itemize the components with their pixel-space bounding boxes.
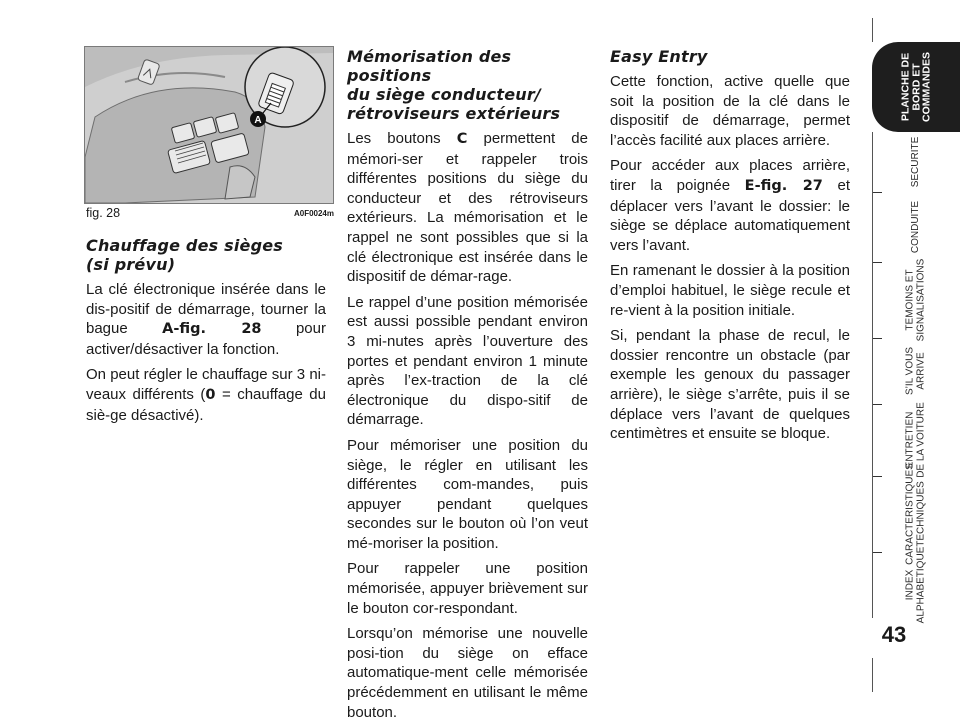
tab-temoins[interactable] bbox=[872, 258, 960, 342]
figure-code: A0F0024m bbox=[293, 209, 334, 218]
tab-index[interactable] bbox=[872, 546, 960, 624]
button-reference: C bbox=[456, 131, 468, 147]
text: Pour accéder aux places arrière, tirer la poignée bbox=[610, 157, 850, 194]
section-heading-heated-seats bbox=[86, 236, 326, 274]
text: = chauffage du siè-ge désactivé). bbox=[86, 385, 326, 424]
tab-label: S’IL VOUS ARRIVE bbox=[904, 347, 926, 395]
paragraph: Si, pendant la phase de recul, le dossier rencontre un obstacle (par exemple les genoux du passager arrière), le siège s’arrête, puis il se déplace vers l’avant de quelques centimètres et ensuite se bloque. bbox=[610, 327, 850, 443]
tab-label: SECURITE bbox=[909, 136, 921, 188]
zero-setting: 0 bbox=[205, 386, 216, 403]
callout-a-label: A bbox=[254, 115, 262, 126]
section-heading-easy-entry: Easy Entry bbox=[610, 47, 708, 66]
figure-reference: E-fig. 27 bbox=[744, 177, 823, 194]
column-easy-entry bbox=[610, 47, 850, 450]
tab-sil-vous-arrive[interactable] bbox=[872, 338, 960, 404]
tab-caracteristiques[interactable] bbox=[872, 463, 960, 565]
text: La clé électronique insérée dans le dis-positif de démarrage, tourner la bague bbox=[86, 281, 326, 338]
seat-controls-illustration bbox=[85, 47, 333, 203]
chapter-tabs-sidebar bbox=[872, 18, 960, 692]
tab-label: CONDUITE bbox=[909, 200, 921, 254]
column-memory-positions bbox=[347, 47, 588, 728]
paragraph bbox=[86, 280, 326, 359]
figure-caption: fig. 28 bbox=[86, 206, 121, 220]
heading-line: Mémorisation des positions bbox=[347, 47, 512, 85]
heading-line: (si prévu) bbox=[86, 255, 176, 274]
heading-line: Chauffage des sièges bbox=[86, 236, 283, 255]
paragraph: Pour rappeler une position mémorisée, appuyer brièvement sur le bouton cor-respondant. bbox=[347, 560, 588, 617]
heading-line: rétroviseurs extérieurs bbox=[347, 104, 561, 123]
figure-caption-row bbox=[86, 206, 334, 222]
tab-label: INDEX ALPHABETIQUE bbox=[904, 546, 926, 624]
tab-label: CARACTERISTIQUES TECHNIQUES bbox=[904, 463, 926, 565]
text: et déplacer vers l’avant le dossier: le siège se déplace automatiquement vers l’avant. bbox=[610, 176, 850, 254]
paragraph bbox=[347, 129, 588, 287]
text: permettent de mémori-ser et rappeler trois différentes positions du siège du conducteur et des rétroviseurs extérieurs. La mémorisation et le rappel ne sont possibles que si la clé électronique est insérée dans le dispositif de démar-rage. bbox=[347, 130, 588, 286]
divider bbox=[872, 658, 873, 692]
paragraph: Pour mémoriser une position du siège, le régler en utilisant les différentes com-mandes, puis appuyer pendant quelques secondes sur le bouton où l’on veut mé-moriser la position. bbox=[347, 436, 588, 552]
text: Les boutons bbox=[347, 130, 457, 147]
paragraph: Cette fonction, active quelle que soit la position de la clé dans le dispositif de démarrage, permet l’accès facilité aux places arrière. bbox=[610, 73, 850, 149]
heading-line: du siège conducteur/ bbox=[347, 85, 541, 104]
tab-label: PLANCHE DE BORD ET COMMANDES bbox=[899, 52, 933, 122]
tab-label: ENTRETIEN DE LA VOITURE bbox=[904, 402, 926, 478]
paragraph: Le rappel d’une position mémorisée est aussi possible pendant environ 3 mi-nutes après l’ouverture des portes et pendant environ 1 minute après l’ex-traction de la clé électronique du dispo-sitif de démarrage. bbox=[347, 293, 588, 429]
text: On peut régler le chauffage sur 3 ni-veaux différents ( bbox=[86, 366, 326, 403]
paragraph: Lorsqu’on mémorise une nouvelle posi-tion du siège on efface automatique-ment celle mémorisée précédemment en utilisant le même bouton. bbox=[347, 625, 588, 721]
text: pour activer/désactiver la fonction. bbox=[86, 320, 326, 358]
column-heated-seats bbox=[86, 236, 326, 431]
paragraph bbox=[610, 156, 850, 255]
tab-securite[interactable] bbox=[872, 132, 960, 192]
tab-conduite[interactable] bbox=[872, 192, 960, 262]
paragraph bbox=[86, 365, 326, 425]
divider bbox=[872, 18, 873, 42]
section-heading-memory bbox=[347, 47, 588, 123]
paragraph: En ramenant le dossier à la position d’emploi habituel, le siège recule et re-vient à la position initiale. bbox=[610, 262, 850, 319]
figure-reference: A-fig. 28 bbox=[162, 321, 262, 338]
page-number: 43 bbox=[881, 622, 907, 647]
tab-planche-de-bord[interactable] bbox=[872, 42, 960, 132]
tab-label: TEMOINS ET SIGNALISATIONS bbox=[904, 258, 926, 342]
figure-28-image bbox=[84, 46, 334, 204]
